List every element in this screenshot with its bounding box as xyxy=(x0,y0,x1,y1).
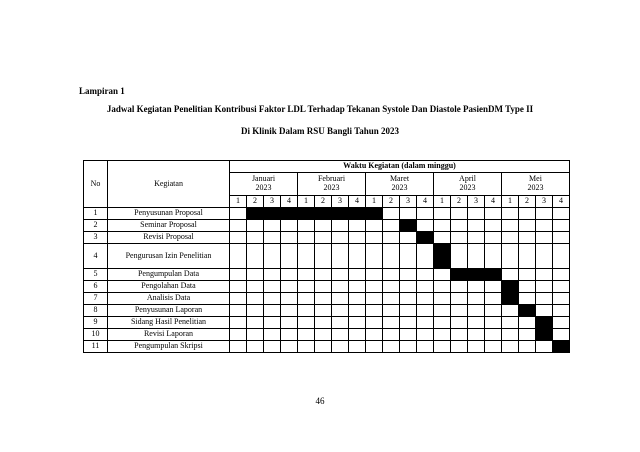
schedule-cell xyxy=(417,329,434,341)
row-activity: Analisis Data xyxy=(108,293,230,305)
schedule-cell xyxy=(230,232,247,244)
row-number: 11 xyxy=(84,341,108,353)
schedule-cell xyxy=(264,220,281,232)
schedule-cell xyxy=(400,232,417,244)
row-activity: Penyusunan Proposal xyxy=(108,208,230,220)
schedule-cell xyxy=(298,232,315,244)
schedule-cell xyxy=(247,269,264,281)
week-number: 3 xyxy=(264,196,281,208)
schedule-cell xyxy=(400,341,417,353)
schedule-cell xyxy=(298,293,315,305)
row-activity: Seminar Proposal xyxy=(108,220,230,232)
schedule-cell xyxy=(502,232,519,244)
schedule-cell xyxy=(264,305,281,317)
month-header xyxy=(366,173,434,196)
month-header xyxy=(230,173,298,196)
schedule-cell xyxy=(417,305,434,317)
week-number: 2 xyxy=(519,196,536,208)
schedule-cell xyxy=(417,244,434,269)
schedule-cell xyxy=(417,293,434,305)
schedule-cell xyxy=(553,281,570,293)
month-name: April xyxy=(459,174,476,184)
schedule-cell xyxy=(264,232,281,244)
schedule-cell xyxy=(383,244,400,269)
schedule-cell-filled xyxy=(536,329,553,341)
schedule-cell xyxy=(349,220,366,232)
week-number: 1 xyxy=(230,196,247,208)
header-activity: Kegiatan xyxy=(108,161,230,208)
schedule-cell xyxy=(536,341,553,353)
schedule-cell xyxy=(468,305,485,317)
schedule-cell xyxy=(434,269,451,281)
schedule-cell xyxy=(298,220,315,232)
schedule-cell xyxy=(349,317,366,329)
schedule-cell xyxy=(281,305,298,317)
row-number: 2 xyxy=(84,220,108,232)
row-activity: Pengurusan Izin Penelitian xyxy=(108,244,230,269)
schedule-cell xyxy=(315,341,332,353)
schedule-cell xyxy=(451,341,468,353)
page-number: 46 xyxy=(315,396,325,406)
schedule-cell xyxy=(417,208,434,220)
schedule-cell xyxy=(519,244,536,269)
schedule-subtitle: Di Klinik Dalam RSU Bangli Tahun 2023 xyxy=(240,126,400,136)
schedule-cell xyxy=(281,220,298,232)
week-number: 2 xyxy=(247,196,264,208)
schedule-cell xyxy=(230,317,247,329)
schedule-cell xyxy=(536,208,553,220)
schedule-cell xyxy=(281,281,298,293)
schedule-cell xyxy=(468,232,485,244)
schedule-cell xyxy=(485,305,502,317)
schedule-cell xyxy=(366,244,383,269)
schedule-cell xyxy=(230,220,247,232)
schedule-cell xyxy=(400,281,417,293)
schedule-cell-filled xyxy=(247,208,264,220)
month-name: Maret xyxy=(389,174,410,184)
schedule-cell xyxy=(451,208,468,220)
schedule-cell xyxy=(536,293,553,305)
week-number: 2 xyxy=(451,196,468,208)
week-number: 3 xyxy=(400,196,417,208)
schedule-cell xyxy=(281,329,298,341)
schedule-cell xyxy=(281,244,298,269)
schedule-cell xyxy=(332,305,349,317)
schedule-cell xyxy=(434,317,451,329)
schedule-cell xyxy=(247,244,264,269)
schedule-cell xyxy=(315,329,332,341)
schedule-cell xyxy=(264,281,281,293)
schedule-cell xyxy=(383,341,400,353)
schedule-cell xyxy=(434,293,451,305)
schedule-cell xyxy=(247,317,264,329)
schedule-cell xyxy=(434,281,451,293)
schedule-cell xyxy=(519,281,536,293)
schedule-cell xyxy=(315,232,332,244)
schedule-cell xyxy=(417,317,434,329)
schedule-cell xyxy=(383,317,400,329)
week-number: 4 xyxy=(485,196,502,208)
schedule-cell xyxy=(400,305,417,317)
schedule-cell xyxy=(553,208,570,220)
table-row xyxy=(84,232,570,244)
row-activity: Sidang Hasil Penelitian xyxy=(108,317,230,329)
schedule-cell xyxy=(536,269,553,281)
schedule-cell-filled xyxy=(536,317,553,329)
schedule-cell xyxy=(468,317,485,329)
schedule-cell xyxy=(519,220,536,232)
week-number: 4 xyxy=(553,196,570,208)
schedule-cell xyxy=(519,232,536,244)
schedule-cell xyxy=(383,305,400,317)
schedule-cell-filled xyxy=(400,220,417,232)
schedule-cell xyxy=(298,317,315,329)
table-row xyxy=(84,244,570,269)
schedule-cell xyxy=(468,293,485,305)
week-number: 2 xyxy=(383,196,400,208)
table-row xyxy=(84,341,570,353)
month-year: 2023 xyxy=(527,183,544,192)
schedule-cell xyxy=(349,244,366,269)
schedule-cell xyxy=(332,269,349,281)
week-number: 3 xyxy=(536,196,553,208)
schedule-cell xyxy=(536,305,553,317)
row-activity: Revisi Proposal xyxy=(108,232,230,244)
schedule-cell xyxy=(468,220,485,232)
row-activity: Pengolahan Data xyxy=(108,281,230,293)
schedule-cell xyxy=(400,244,417,269)
row-number: 9 xyxy=(84,317,108,329)
schedule-cell xyxy=(332,293,349,305)
schedule-cell xyxy=(383,293,400,305)
schedule-cell-filled xyxy=(417,232,434,244)
schedule-cell xyxy=(502,269,519,281)
row-number: 5 xyxy=(84,269,108,281)
row-number: 7 xyxy=(84,293,108,305)
schedule-cell xyxy=(400,317,417,329)
schedule-cell xyxy=(349,329,366,341)
schedule-cell xyxy=(519,329,536,341)
month-header xyxy=(434,173,502,196)
row-activity: Pengumpulan Data xyxy=(108,269,230,281)
schedule-cell xyxy=(366,329,383,341)
month-name: Februari xyxy=(317,174,346,184)
appendix-label: Lampiran 1 xyxy=(79,86,125,96)
schedule-cell xyxy=(349,281,366,293)
schedule-cell xyxy=(383,220,400,232)
schedule-cell xyxy=(247,281,264,293)
table-row xyxy=(84,269,570,281)
schedule-cell xyxy=(553,220,570,232)
schedule-cell xyxy=(366,341,383,353)
schedule-cell xyxy=(230,341,247,353)
schedule-cell xyxy=(485,317,502,329)
schedule-cell xyxy=(230,244,247,269)
schedule-cell xyxy=(553,329,570,341)
schedule-cell xyxy=(417,269,434,281)
schedule-cell xyxy=(366,281,383,293)
schedule-cell xyxy=(230,305,247,317)
month-year: 2023 xyxy=(459,183,476,192)
week-number: 4 xyxy=(417,196,434,208)
schedule-cell xyxy=(383,208,400,220)
schedule-cell xyxy=(485,232,502,244)
schedule-cell xyxy=(230,269,247,281)
table-row xyxy=(84,220,570,232)
schedule-cell xyxy=(502,341,519,353)
schedule-cell xyxy=(468,208,485,220)
month-year: 2023 xyxy=(255,183,272,192)
week-number: 1 xyxy=(502,196,519,208)
schedule-cell xyxy=(366,269,383,281)
schedule-cell xyxy=(264,293,281,305)
schedule-cell xyxy=(519,269,536,281)
schedule-cell xyxy=(451,329,468,341)
row-number: 10 xyxy=(84,329,108,341)
schedule-cell xyxy=(230,281,247,293)
schedule-cell xyxy=(400,293,417,305)
schedule-cell xyxy=(553,293,570,305)
schedule-cell xyxy=(485,281,502,293)
week-number: 1 xyxy=(298,196,315,208)
schedule-cell xyxy=(332,317,349,329)
week-number: 3 xyxy=(332,196,349,208)
schedule-cell xyxy=(383,232,400,244)
schedule-cell xyxy=(553,269,570,281)
table-row xyxy=(84,208,570,220)
schedule-cell xyxy=(298,305,315,317)
schedule-cell xyxy=(536,232,553,244)
row-number: 1 xyxy=(84,208,108,220)
schedule-cell xyxy=(349,232,366,244)
schedule-cell xyxy=(315,220,332,232)
schedule-cell-filled xyxy=(468,269,485,281)
schedule-cell xyxy=(434,329,451,341)
schedule-cell xyxy=(502,220,519,232)
schedule-cell xyxy=(553,317,570,329)
schedule-cell xyxy=(247,232,264,244)
schedule-cell xyxy=(485,329,502,341)
schedule-cell xyxy=(281,293,298,305)
schedule-cell xyxy=(332,329,349,341)
schedule-cell-filled xyxy=(281,208,298,220)
schedule-cell xyxy=(315,269,332,281)
schedule-cell xyxy=(298,329,315,341)
schedule-cell xyxy=(400,269,417,281)
schedule-cell xyxy=(366,293,383,305)
schedule-cell xyxy=(451,232,468,244)
schedule-cell-filled xyxy=(315,208,332,220)
schedule-cell xyxy=(400,208,417,220)
schedule-cell xyxy=(553,244,570,269)
schedule-cell xyxy=(451,305,468,317)
schedule-title: Jadwal Kegiatan Penelitian Kontribusi Faktor LDL Terhadap Tekanan Systole Dan Diastole PasienDM Type II xyxy=(106,104,534,114)
schedule-cell xyxy=(230,329,247,341)
schedule-cell xyxy=(349,305,366,317)
schedule-cell xyxy=(536,281,553,293)
schedule-cell xyxy=(434,208,451,220)
schedule-cell xyxy=(281,269,298,281)
schedule-cell xyxy=(485,341,502,353)
schedule-cell xyxy=(383,281,400,293)
month-name: Mei xyxy=(529,174,542,184)
schedule-cell xyxy=(536,244,553,269)
schedule-cell xyxy=(451,317,468,329)
schedule-cell-filled xyxy=(366,208,383,220)
month-name: Januari xyxy=(251,174,276,184)
schedule-cell xyxy=(502,305,519,317)
schedule-cell xyxy=(553,305,570,317)
schedule-cell xyxy=(434,305,451,317)
schedule-cell xyxy=(434,220,451,232)
table-row xyxy=(84,281,570,293)
schedule-cell xyxy=(281,341,298,353)
month-year: 2023 xyxy=(323,183,340,192)
schedule-cell-filled xyxy=(264,208,281,220)
table-row xyxy=(84,329,570,341)
schedule-cell xyxy=(298,269,315,281)
schedule-cell xyxy=(536,220,553,232)
week-number: 1 xyxy=(434,196,451,208)
month-header xyxy=(298,173,366,196)
schedule-cell xyxy=(468,281,485,293)
schedule-cell xyxy=(332,220,349,232)
schedule-cell xyxy=(264,329,281,341)
schedule-cell xyxy=(451,244,468,269)
schedule-cell xyxy=(502,208,519,220)
schedule-cell xyxy=(281,317,298,329)
table-row xyxy=(84,317,570,329)
schedule-cell xyxy=(468,341,485,353)
schedule-cell xyxy=(485,244,502,269)
schedule-cell xyxy=(519,341,536,353)
schedule-cell xyxy=(247,341,264,353)
header-no: No xyxy=(84,161,108,208)
schedule-cell xyxy=(417,281,434,293)
week-number: 4 xyxy=(349,196,366,208)
schedule-cell xyxy=(349,269,366,281)
table-row xyxy=(84,305,570,317)
schedule-cell-filled xyxy=(553,341,570,353)
month-header xyxy=(502,173,570,196)
schedule-cell xyxy=(451,293,468,305)
schedule-cell xyxy=(264,341,281,353)
week-number: 1 xyxy=(366,196,383,208)
schedule-cell-filled xyxy=(298,208,315,220)
row-activity: Pengumpulan Skripsi xyxy=(108,341,230,353)
row-activity: Penyusunan Laporan xyxy=(108,305,230,317)
schedule-cell xyxy=(451,220,468,232)
schedule-cell xyxy=(434,232,451,244)
schedule-cell xyxy=(519,293,536,305)
week-number: 2 xyxy=(315,196,332,208)
schedule-cell-filled xyxy=(485,269,502,281)
schedule-cell xyxy=(502,317,519,329)
row-activity: Revisi Laporan xyxy=(108,329,230,341)
row-number: 6 xyxy=(84,281,108,293)
schedule-cell xyxy=(451,281,468,293)
schedule-cell xyxy=(366,232,383,244)
schedule-cell xyxy=(315,305,332,317)
schedule-cell xyxy=(247,293,264,305)
schedule-cell xyxy=(298,341,315,353)
schedule-cell xyxy=(230,293,247,305)
schedule-cell xyxy=(485,293,502,305)
schedule-cell-filled xyxy=(502,293,519,305)
schedule-cell xyxy=(281,232,298,244)
schedule-cell xyxy=(264,244,281,269)
schedule-cell xyxy=(417,220,434,232)
table-row xyxy=(84,293,570,305)
schedule-cell xyxy=(298,281,315,293)
schedule-cell xyxy=(519,317,536,329)
schedule-cell-filled xyxy=(332,208,349,220)
schedule-cell xyxy=(366,305,383,317)
schedule-cell xyxy=(366,220,383,232)
schedule-cell xyxy=(247,329,264,341)
schedule-cell xyxy=(400,329,417,341)
schedule-cell xyxy=(315,281,332,293)
header-time: Waktu Kegiatan (dalam minggu) xyxy=(230,161,570,173)
schedule-cell xyxy=(230,208,247,220)
schedule-cell xyxy=(485,220,502,232)
week-number: 3 xyxy=(468,196,485,208)
schedule-cell-filled xyxy=(451,269,468,281)
schedule-cell xyxy=(366,317,383,329)
schedule-cell xyxy=(383,269,400,281)
row-number: 3 xyxy=(84,232,108,244)
schedule-table xyxy=(83,160,570,353)
row-number: 4 xyxy=(84,244,108,269)
schedule-cell xyxy=(349,293,366,305)
week-number: 4 xyxy=(281,196,298,208)
schedule-cell xyxy=(332,341,349,353)
schedule-cell-filled xyxy=(349,208,366,220)
schedule-cell-filled xyxy=(519,305,536,317)
schedule-cell xyxy=(298,244,315,269)
schedule-cell xyxy=(502,244,519,269)
schedule-cell xyxy=(383,329,400,341)
schedule-cell xyxy=(332,232,349,244)
schedule-cell-filled xyxy=(434,244,451,269)
schedule-cell xyxy=(332,244,349,269)
schedule-cell xyxy=(315,244,332,269)
schedule-cell xyxy=(264,317,281,329)
schedule-cell xyxy=(247,305,264,317)
schedule-cell xyxy=(264,269,281,281)
schedule-cell xyxy=(468,244,485,269)
row-number: 8 xyxy=(84,305,108,317)
schedule-cell xyxy=(519,208,536,220)
schedule-cell xyxy=(332,281,349,293)
schedule-cell xyxy=(247,220,264,232)
month-year: 2023 xyxy=(391,183,408,192)
schedule-cell xyxy=(502,329,519,341)
schedule-cell xyxy=(315,293,332,305)
schedule-cell xyxy=(315,317,332,329)
schedule-cell-filled xyxy=(502,281,519,293)
schedule-cell xyxy=(349,341,366,353)
schedule-cell xyxy=(468,329,485,341)
schedule-cell xyxy=(485,208,502,220)
schedule-cell xyxy=(553,232,570,244)
schedule-cell xyxy=(417,341,434,353)
schedule-cell xyxy=(434,341,451,353)
